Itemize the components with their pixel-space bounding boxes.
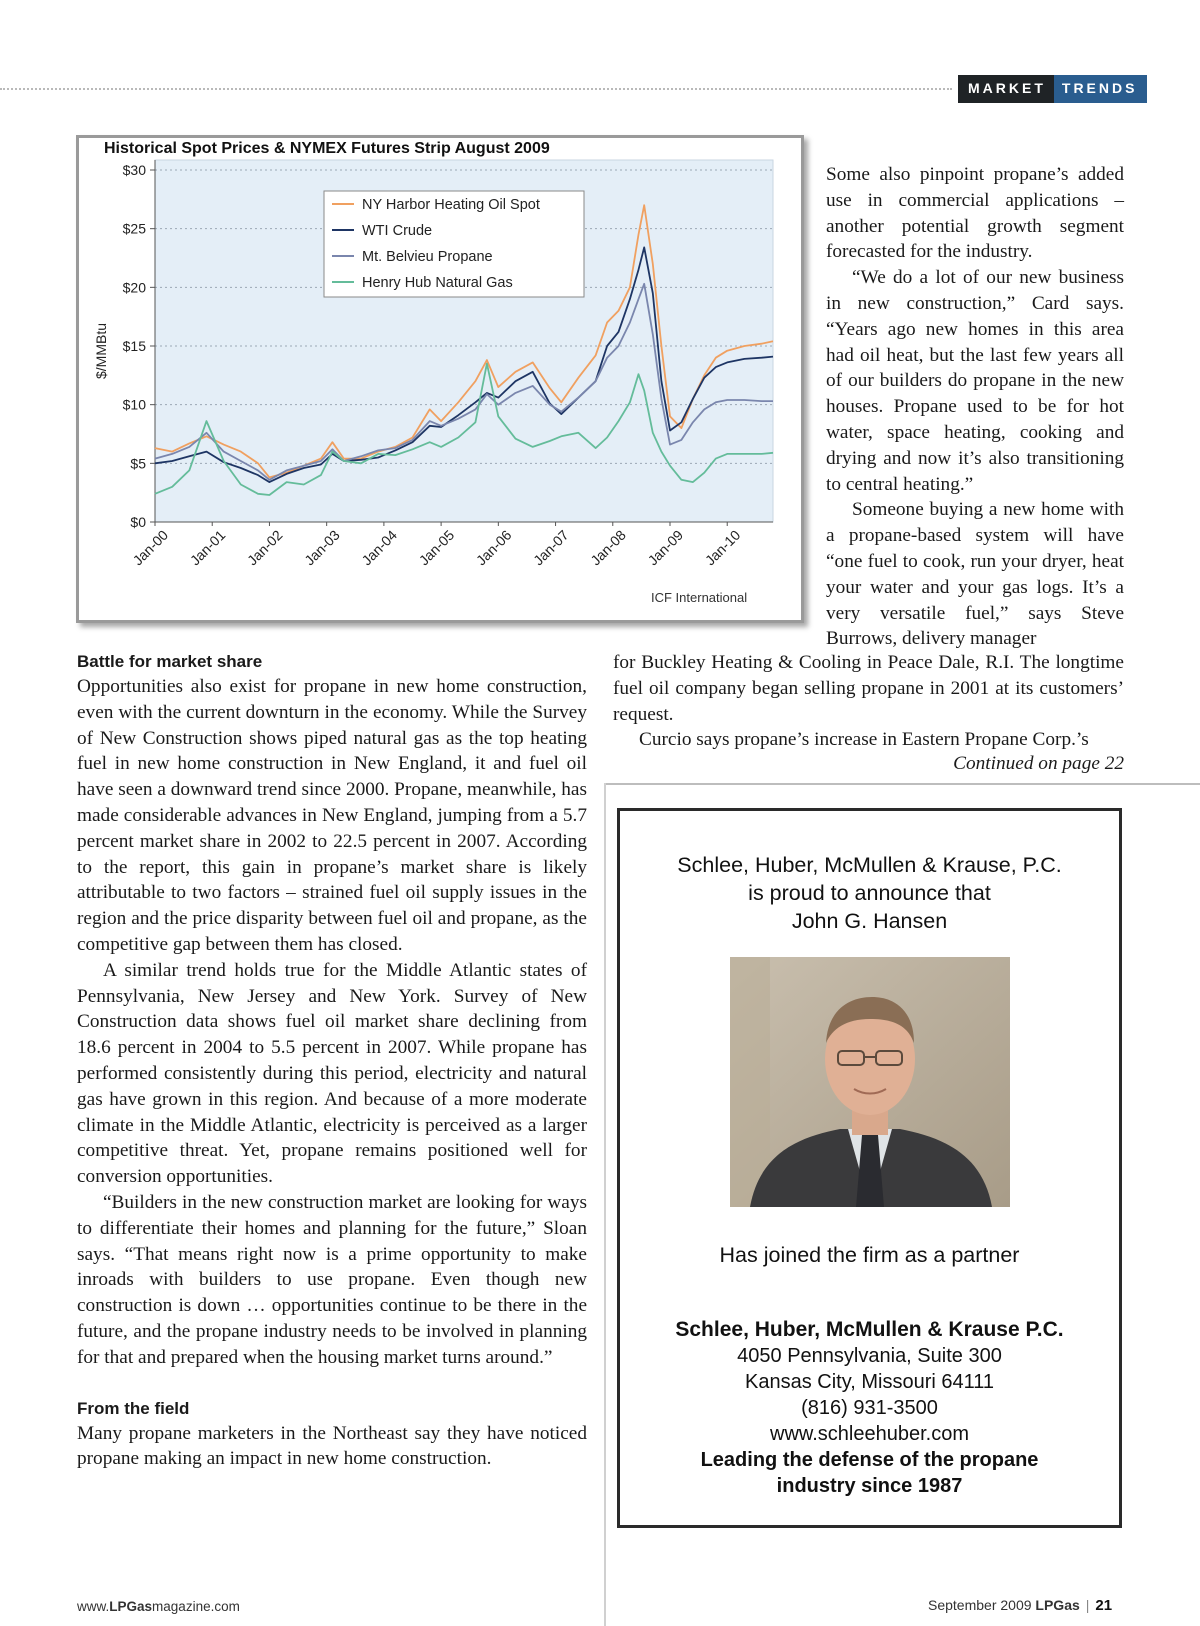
legend-label: Henry Hub Natural Gas (362, 275, 513, 291)
ad-address-line: 4050 Pennsylvania, Suite 300 (737, 1345, 1002, 1367)
ad-tagline-1: Leading the defense of the propane (700, 1449, 1039, 1471)
x-tick-label: Jan-03 (301, 526, 343, 569)
footer-url-brand: LPGas (109, 1599, 153, 1614)
x-tick-label: Jan-05 (415, 526, 458, 569)
x-tick-label: Jan-06 (472, 526, 515, 569)
portrait-photo (730, 957, 1010, 1207)
y-tick-label: $15 (122, 338, 146, 354)
law-firm-ad (617, 808, 1122, 1528)
page-number: 21 (1095, 1597, 1113, 1614)
ad-firm-name: Schlee, Huber, McMullen & Krause P.C. (675, 1318, 1064, 1341)
footer-folio: September 2009 LPGas | 21 (928, 1597, 1113, 1614)
x-tick-label: Jan-10 (701, 526, 744, 569)
ad-tagline-2: industry since 1987 (776, 1475, 963, 1497)
ad-proud-line: is proud to announce that (748, 881, 991, 905)
footer-date: September 2009 (928, 1597, 1032, 1613)
ad-city-line: Kansas City, Missouri 64111 (745, 1371, 994, 1393)
column-divider (604, 783, 606, 1626)
footer-url-prefix: www. (77, 1599, 110, 1614)
ad-person-name: John G. Hansen (791, 909, 948, 933)
article-paragraph: Curcio says propane’s increase in Eastern Propane Corp.’s (639, 729, 1089, 751)
continued-note: Continued on page 22 (953, 753, 1124, 774)
chart-source: ICF International (651, 590, 748, 605)
footer-url (77, 1599, 240, 1614)
ad-rule (606, 783, 1200, 785)
section-tag-trends: TRENDS (1054, 75, 1148, 103)
x-tick-label: Jan-02 (243, 526, 286, 569)
article-paragraph: Many propane marketers in the Northeast say they have noticed propane making an impact in new home construction. (77, 1422, 587, 1470)
subhead-battle: Battle for market share (77, 652, 263, 671)
x-tick-label: Jan-07 (530, 526, 572, 569)
article-paragraph: A similar trend holds true for the Middle Atlantic states of Pennsylvania, New Jersey and New York. Survey of New Construction data shows fuel oil market share declining from 18.6 percent in 2004 to 5.5 percent in 2007. While propane has performed consistently during this period, electricity and natural gas have grown in this region. And because of a more moderate climate in the Middle Atlantic, electricity is perceived as a larger competitive threat. Yet, propane remains positioned well for conversion opportunities. (77, 959, 587, 1188)
article-paragraph: Some also pinpoint propane’s added use in commercial applications – another potential growth segment forecasted for the industry. (826, 164, 1124, 263)
y-tick-label: $5 (130, 455, 146, 472)
article-paragraph: “We do a lot of our new business in new construction,” Card says. “Years ago new homes in this area had oil heat, but the last few years all of our builders do propane in the new houses. Propane used to be for hot water, space heating, cooking and drying and now it’s also transitioning to central heating.” (826, 267, 1124, 495)
legend-label: WTI Crude (362, 223, 433, 239)
chart-title: Historical Spot Prices & NYMEX Futures Strip August 2009 (104, 140, 550, 157)
legend-label: Mt. Belvieu Propane (362, 249, 493, 265)
x-tick-label: Jan-04 (358, 526, 401, 569)
y-tick-label: $30 (122, 162, 146, 178)
article-paragraph: Someone buying a new home with a propane-based system will have “one fuel to cook, run your dryer, heat your water and your gas logs. It’s a very versatile fuel,” says Steve Burrows, delivery manager (826, 499, 1124, 650)
y-tick-label: $10 (122, 396, 146, 413)
article-right-column (826, 162, 1124, 652)
footer-url-suffix: magazine.com (152, 1599, 240, 1614)
x-tick-label: Jan-09 (644, 526, 687, 569)
article-left-column (77, 650, 587, 1472)
footer-magazine: LPGas (1035, 1597, 1080, 1613)
ad-website: www.schleehuber.com (770, 1423, 969, 1445)
x-tick-label: Jan-00 (129, 526, 172, 569)
ad-contact (620, 1317, 1119, 1499)
y-tick-label: $20 (122, 279, 146, 296)
ad-firm-line: Schlee, Huber, McMullen & Krause, P.C. (677, 853, 1062, 877)
x-tick-label: Jan-08 (587, 526, 629, 569)
y-tick-label: $25 (122, 220, 146, 237)
section-tag-market: MARKET (958, 75, 1054, 103)
section-tag (958, 75, 1147, 103)
article-paragraph: for Buckley Heating & Cooling in Peace Dale, R.I. The longtime fuel oil company began selling propane in 2001 at its customers’ request. (613, 652, 1124, 725)
article-paragraph: Opportunities also exist for propane in new home construction, even with the current downturn in the economy. While the Survey of New Construction shows piped natural gas as the top heating fuel in new home construction in New England, it and fuel oil have seen a downward trend since 2000. Propane, meanwhile, has made considerable advances in New England, jumping from a 5.7 percent market share in 2002 to 22.5 percent in 2007. According to the report, this gain in propane’s market share is likely attributable to two factors – strained fuel oil supply issues in the region and the price disparity between fuel oil and propane, as the competitive gap between them has closed. (77, 676, 587, 955)
y-axis-label: $/MMBtu (93, 322, 109, 380)
legend-label: NY Harbor Heating Oil Spot (362, 197, 540, 213)
price-chart (0, 0, 800, 620)
ad-phone: (816) 931-3500 (801, 1397, 938, 1419)
y-tick-label: $0 (130, 514, 146, 530)
subhead-field: From the field (77, 1398, 190, 1418)
ad-joined: Has joined the firm as a partner (719, 1243, 1020, 1267)
article-right-continuation (613, 650, 1124, 753)
ad-announcement (620, 851, 1119, 935)
x-tick-label: Jan-01 (186, 526, 229, 569)
article-paragraph: “Builders in the new construction market are looking for ways to differentiate their homes and planning for the future,” Sloan says. “That means right now is a prime opportunity to make inroads with builders to use propane. Even though new construction is down … opportunities continue to be there in the future, and the propane industry needs to be involved in planning for that and prepared when the housing market turns around.” (77, 1191, 587, 1368)
